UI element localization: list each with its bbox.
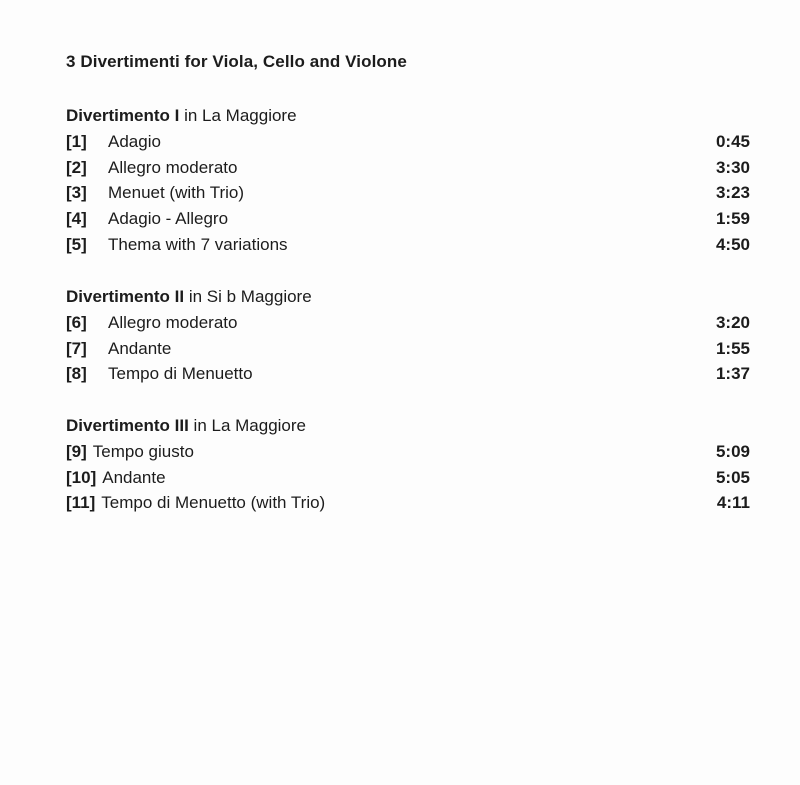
- track-number: [11]: [66, 493, 96, 513]
- track-number: [9]: [66, 441, 87, 461]
- track-row: [66, 490, 750, 516]
- section-heading: [66, 413, 750, 439]
- track-duration: 3:20: [715, 312, 750, 332]
- track-row: [66, 361, 750, 387]
- track-title: Tempo di Menuetto: [108, 364, 253, 384]
- track-number: [5]: [66, 234, 87, 254]
- track-row: [66, 129, 750, 155]
- track-row: [66, 336, 750, 362]
- track-number: [8]: [66, 364, 87, 384]
- track-duration: 1:59: [715, 209, 750, 229]
- track-duration: 3:30: [715, 157, 750, 177]
- track-title: Adagio - Allegro: [108, 209, 229, 229]
- track-number: [1]: [66, 131, 87, 151]
- track-duration: 5:05: [715, 467, 750, 487]
- track-duration: 4:11: [716, 493, 750, 513]
- track-duration: 4:50: [715, 234, 750, 254]
- track-duration: 0:45: [715, 131, 750, 151]
- track-title: Allegro moderato: [108, 157, 238, 177]
- track-row: [66, 310, 750, 336]
- track-row: [66, 206, 750, 232]
- divertimento-section: [66, 284, 750, 387]
- section-key: in La Maggiore: [179, 106, 297, 125]
- track-title: Tempo giusto: [92, 441, 194, 461]
- track-row: [66, 232, 750, 258]
- track-number: [6]: [66, 312, 87, 332]
- track-title: Adagio: [108, 131, 161, 151]
- track-title: Andante: [102, 467, 166, 487]
- track-row: [66, 465, 750, 491]
- track-title: Tempo di Menuetto (with Trio): [101, 493, 326, 513]
- track-number: [4]: [66, 209, 87, 229]
- track-number: [2]: [66, 157, 87, 177]
- track-title: Menuet (with Trio): [108, 183, 245, 203]
- track-title: Allegro moderato: [108, 312, 238, 332]
- track-duration: 1:37: [715, 364, 750, 384]
- page-title: 3 Divertimenti for Viola, Cello and Violone: [66, 52, 407, 71]
- section-key: in La Maggiore: [188, 416, 306, 435]
- track-number: [3]: [66, 183, 87, 203]
- track-duration: 5:09: [715, 441, 750, 461]
- track-row: [66, 180, 750, 206]
- section-key: in Si b Maggiore: [184, 287, 312, 306]
- track-duration: 3:23: [715, 183, 750, 203]
- divertimento-section: [66, 413, 750, 516]
- section-heading: [66, 284, 750, 310]
- track-number: [7]: [66, 338, 87, 358]
- section-name: Divertimento II: [66, 287, 185, 306]
- track-duration: 1:55: [715, 338, 750, 358]
- track-title: Thema with 7 variations: [108, 234, 288, 254]
- section-heading: [66, 103, 750, 129]
- track-row: [66, 439, 750, 465]
- track-row: [66, 155, 750, 181]
- track-title: Andante: [108, 338, 172, 358]
- section-name: Divertimento I: [66, 106, 180, 125]
- track-number: [10]: [66, 467, 97, 487]
- section-name: Divertimento III: [66, 416, 189, 435]
- divertimento-section: [66, 103, 750, 258]
